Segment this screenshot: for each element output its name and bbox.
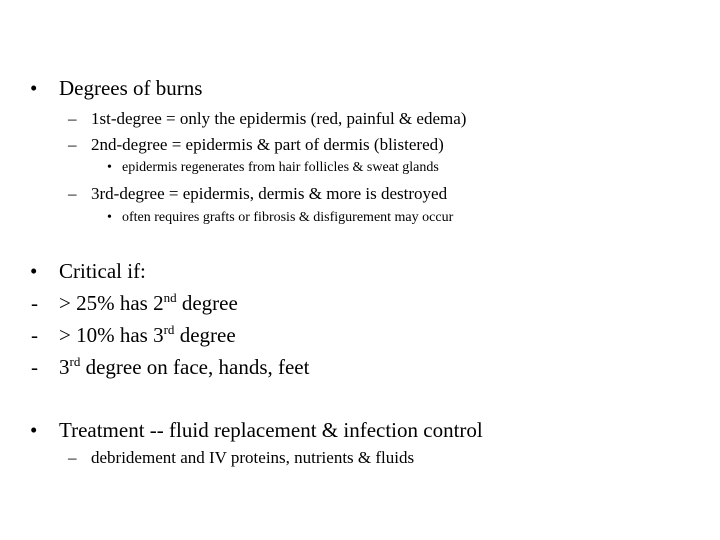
item-second-degree: 2nd-degree = epidermis & part of dermis (blistered) bbox=[91, 135, 444, 154]
treatment-detail: debridement and IV proteins, nutrients & fluids bbox=[91, 448, 415, 467]
critical-item-1: > 25% has 2nd degree bbox=[59, 290, 238, 315]
dash-critical-1: - bbox=[31, 291, 38, 315]
superscript: rd bbox=[163, 322, 175, 337]
dash-second-degree: – bbox=[68, 135, 77, 154]
item-first-degree: 1st-degree = only the epidermis (red, painful & edema) bbox=[91, 109, 467, 128]
dash-first-degree: – bbox=[68, 109, 77, 128]
dash-third-degree: – bbox=[68, 184, 77, 203]
heading-degrees-of-burns: Degrees of burns bbox=[59, 76, 203, 100]
dash-critical-3: - bbox=[31, 355, 38, 379]
bullet-third-note: • bbox=[107, 210, 112, 225]
dash-critical-2: - bbox=[31, 323, 38, 347]
critical-item-2: > 10% has 3rd degree bbox=[59, 322, 236, 347]
superscript: nd bbox=[163, 290, 177, 305]
bullet-second-note: • bbox=[107, 160, 112, 175]
bullet-critical: • bbox=[30, 259, 38, 283]
dash-treatment-detail: – bbox=[68, 448, 77, 467]
heading-treatment: Treatment -- fluid replacement & infection control bbox=[59, 418, 483, 442]
bullet-degrees: • bbox=[30, 76, 38, 100]
bullet-treatment: • bbox=[30, 418, 38, 442]
note-third-degree: often requires grafts or fibrosis & disfigurement may occur bbox=[122, 210, 454, 225]
superscript: rd bbox=[69, 354, 81, 369]
note-second-degree: epidermis regenerates from hair follicles & sweat glands bbox=[122, 160, 439, 175]
item-third-degree: 3rd-degree = epidermis, dermis & more is destroyed bbox=[91, 184, 448, 203]
critical-item-3: 3rd degree on face, hands, feet bbox=[59, 354, 310, 379]
heading-critical-if: Critical if: bbox=[59, 259, 146, 283]
